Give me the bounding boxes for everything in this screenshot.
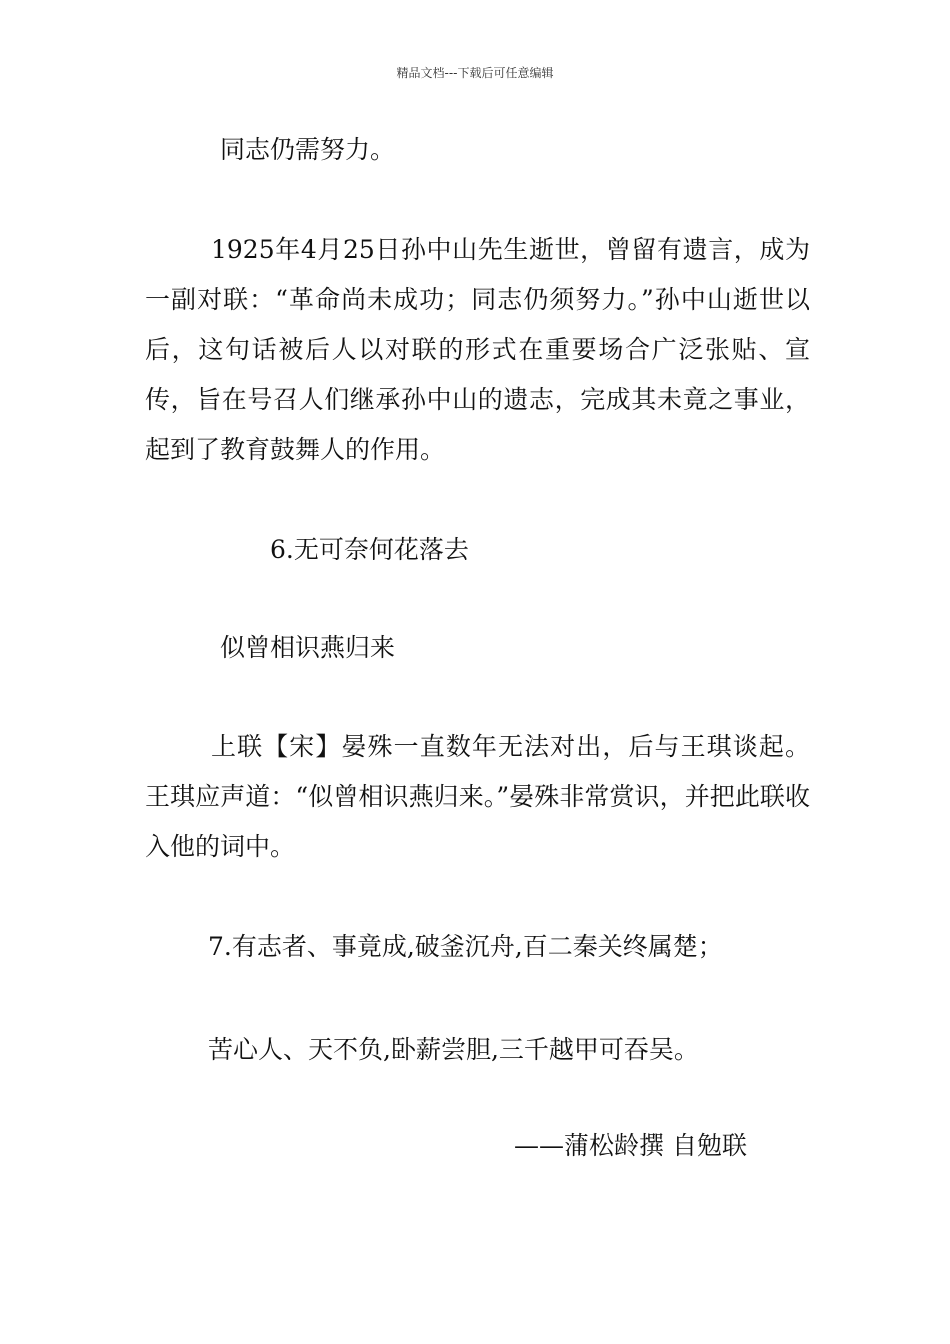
text-line-continuation: 同志仍需努力。 bbox=[220, 135, 396, 164]
item-7-second-line: 苦心人、天不负,卧薪尝胆,三千越甲可吞吴。 bbox=[208, 1035, 699, 1064]
paragraph-yan-shu: 上联【宋】晏殊一直数年无法对出，后与王琪谈起。王琪应声道：“似曾相识燕归来。”晏殊非常赏识，并把此联收入他的词中。 bbox=[145, 732, 810, 861]
item-6-second-line: 似曾相识燕归来 bbox=[220, 633, 396, 662]
item-7-first-line: 7.有志者、事竟成,破釜沉舟,百二秦关终属楚； bbox=[208, 932, 723, 961]
page-header: 精品文档---下载后可任意编辑 bbox=[396, 66, 554, 80]
paragraph-sun-yatsen: 1925年4月25日孙中山先生逝世，曾留有遗言，成为一副对联：“革命尚未成功；同志仍须努力。”孙中山逝世以后，这句话被后人以对联的形式在重要场合广泛张贴、宣传，旨在号召人们继承孙中山的遗志，完成其未竟之事业，起到了教育鼓舞人的作用。 bbox=[145, 235, 810, 464]
item-6-heading: 6.无可奈何花落去 bbox=[270, 535, 469, 564]
attribution: ——蒲松龄撰 自勉联 bbox=[514, 1131, 747, 1160]
